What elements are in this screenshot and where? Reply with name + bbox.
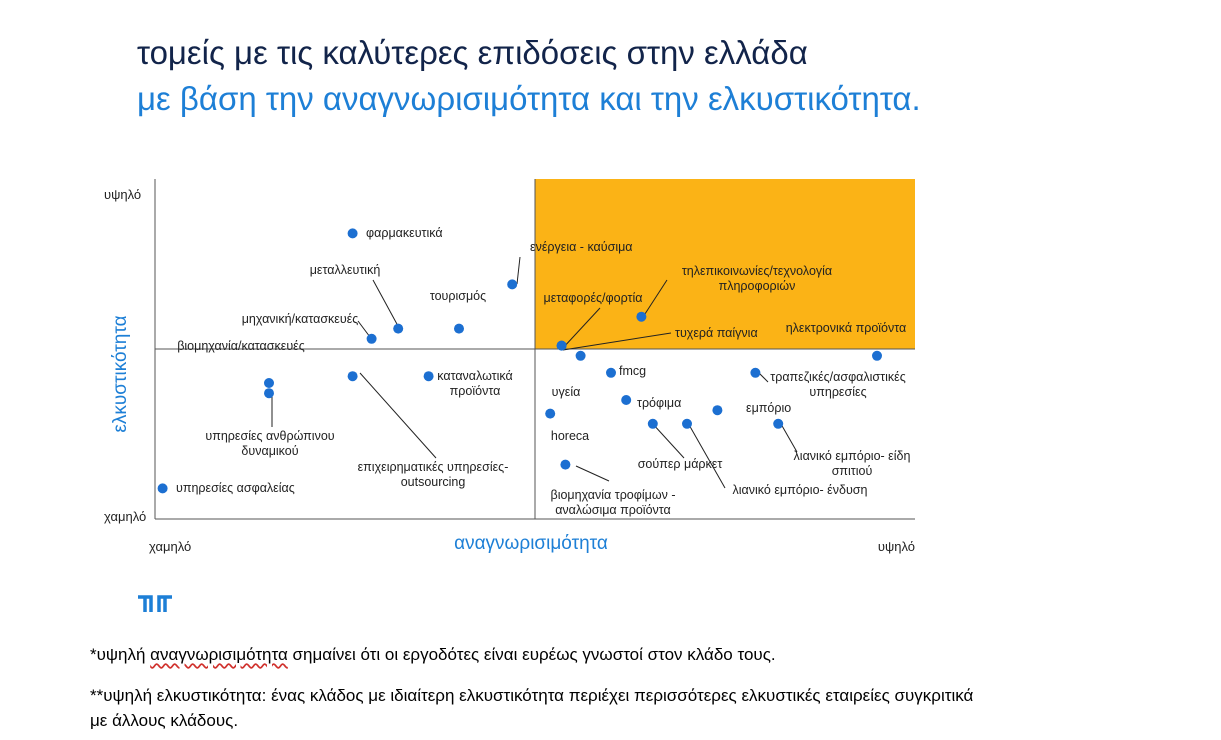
footnote-recognition-term: αναγνωρισιμότητα xyxy=(150,645,288,664)
point-label: μεταφορές/φορτία xyxy=(543,291,643,305)
brand-logo-icon xyxy=(137,594,173,614)
data-point xyxy=(264,388,274,398)
x-axis-high-label: υψηλό xyxy=(877,539,915,554)
point-label: outsourcing xyxy=(400,475,466,489)
data-point xyxy=(545,409,555,419)
data-point xyxy=(606,368,616,378)
data-point xyxy=(424,371,434,381)
x-axis-title: αναγνωρισιμότητα xyxy=(454,533,608,554)
point-label: επιχειρηματικές υπηρεσίες- xyxy=(357,460,509,474)
point-label: τραπεζικές/ασφαλιστικές xyxy=(770,370,906,384)
point-label: εμπόριο xyxy=(746,401,792,415)
data-point xyxy=(560,460,570,470)
footnote-attractiveness-cont: με άλλους κλάδους. xyxy=(90,711,239,730)
data-point xyxy=(454,324,464,334)
data-point xyxy=(648,419,658,429)
data-point xyxy=(264,378,274,388)
point-label: υπηρεσίες xyxy=(809,385,867,399)
y-axis-low-label: χαμηλό xyxy=(104,509,147,524)
point-label: δυναμικού xyxy=(241,444,299,458)
data-point xyxy=(507,279,517,289)
leader-line xyxy=(517,257,520,284)
point-label: βιομηχανία/κατασκευές xyxy=(177,339,305,353)
point-label: λιανικό εμπόριο- ένδυση xyxy=(732,483,868,497)
footnote-recognition xyxy=(90,645,776,665)
data-point xyxy=(348,228,358,238)
point-label: τουρισμός xyxy=(429,289,487,303)
point-label: τρόφιμα xyxy=(637,396,682,410)
point-label: fmcg xyxy=(619,364,647,378)
leader-line xyxy=(358,321,370,337)
point-label: καταναλωτικά xyxy=(437,369,513,383)
point-label: μηχανική/κατασκευές xyxy=(241,312,359,326)
point-label: προϊόντα xyxy=(449,384,501,398)
leader-line xyxy=(688,423,725,488)
point-label: φαρμακευτικά xyxy=(366,226,443,240)
data-point xyxy=(712,405,722,415)
footnote-recognition-prefix: *υψηλή xyxy=(90,645,151,664)
page-subtitle: με βάση την αναγνωρισιμότητα και την ελκυστικότητα. xyxy=(137,80,921,117)
leader-line xyxy=(652,423,684,458)
y-axis-title: ελκυστικότητα xyxy=(110,315,131,433)
point-label: υπηρεσίες ασφαλείας xyxy=(176,481,295,495)
data-point xyxy=(557,341,567,351)
footnote-recognition-text: σημαίνει ότι οι εργοδότες είναι ευρέως γνωστοί στον κλάδο τους. xyxy=(287,645,776,664)
data-point xyxy=(576,351,586,361)
data-point xyxy=(773,419,783,429)
leader-line xyxy=(360,373,436,458)
data-point xyxy=(367,334,377,344)
point-label: υγεία xyxy=(551,385,581,399)
point-label: ενέργεια - καύσιμα xyxy=(530,240,633,254)
data-point xyxy=(348,371,358,381)
point-label: λιανικό εμπόριο- είδη xyxy=(793,449,911,463)
point-label: σούπερ μάρκετ xyxy=(637,457,723,471)
leader-line xyxy=(576,466,609,481)
point-label: υπηρεσίες ανθρώπινου xyxy=(205,429,335,443)
data-point xyxy=(872,351,882,361)
point-label: αναλώσιμα προϊόντα xyxy=(555,503,671,517)
data-point xyxy=(621,395,631,405)
leader-line xyxy=(781,424,797,452)
data-point xyxy=(682,419,692,429)
point-label: μεταλλευτική xyxy=(309,263,381,277)
data-point xyxy=(158,483,168,493)
point-label: πληροφοριών xyxy=(718,279,796,293)
point-label: σπιτιού xyxy=(831,464,873,478)
point-label: τυχερά παίγνια xyxy=(675,326,758,340)
y-axis-high-label: υψηλό xyxy=(104,187,142,202)
leader-line xyxy=(373,280,398,326)
point-label: horeca xyxy=(550,429,590,443)
data-point xyxy=(750,368,760,378)
point-label: βιομηχανία τροφίμων - xyxy=(550,488,676,502)
point-label: ηλεκτρονικά προϊόντα xyxy=(785,321,907,335)
x-axis-low-label: χαμηλό xyxy=(149,539,192,554)
footnote-attractiveness: **υψηλή ελκυστικότητα: ένας κλάδος με ιδιαίτερη ελκυστικότητα περιέχει περισσότερες ελκυστικές εταιρείες συγκριτικά xyxy=(90,686,974,705)
data-point xyxy=(636,312,646,322)
point-label: τηλεπικοινωνίες/τεχνολογία xyxy=(681,264,833,278)
data-point xyxy=(393,324,403,334)
page-title: τομείς με τις καλύτερες επιδόσεις στην ελλάδα xyxy=(137,34,808,71)
